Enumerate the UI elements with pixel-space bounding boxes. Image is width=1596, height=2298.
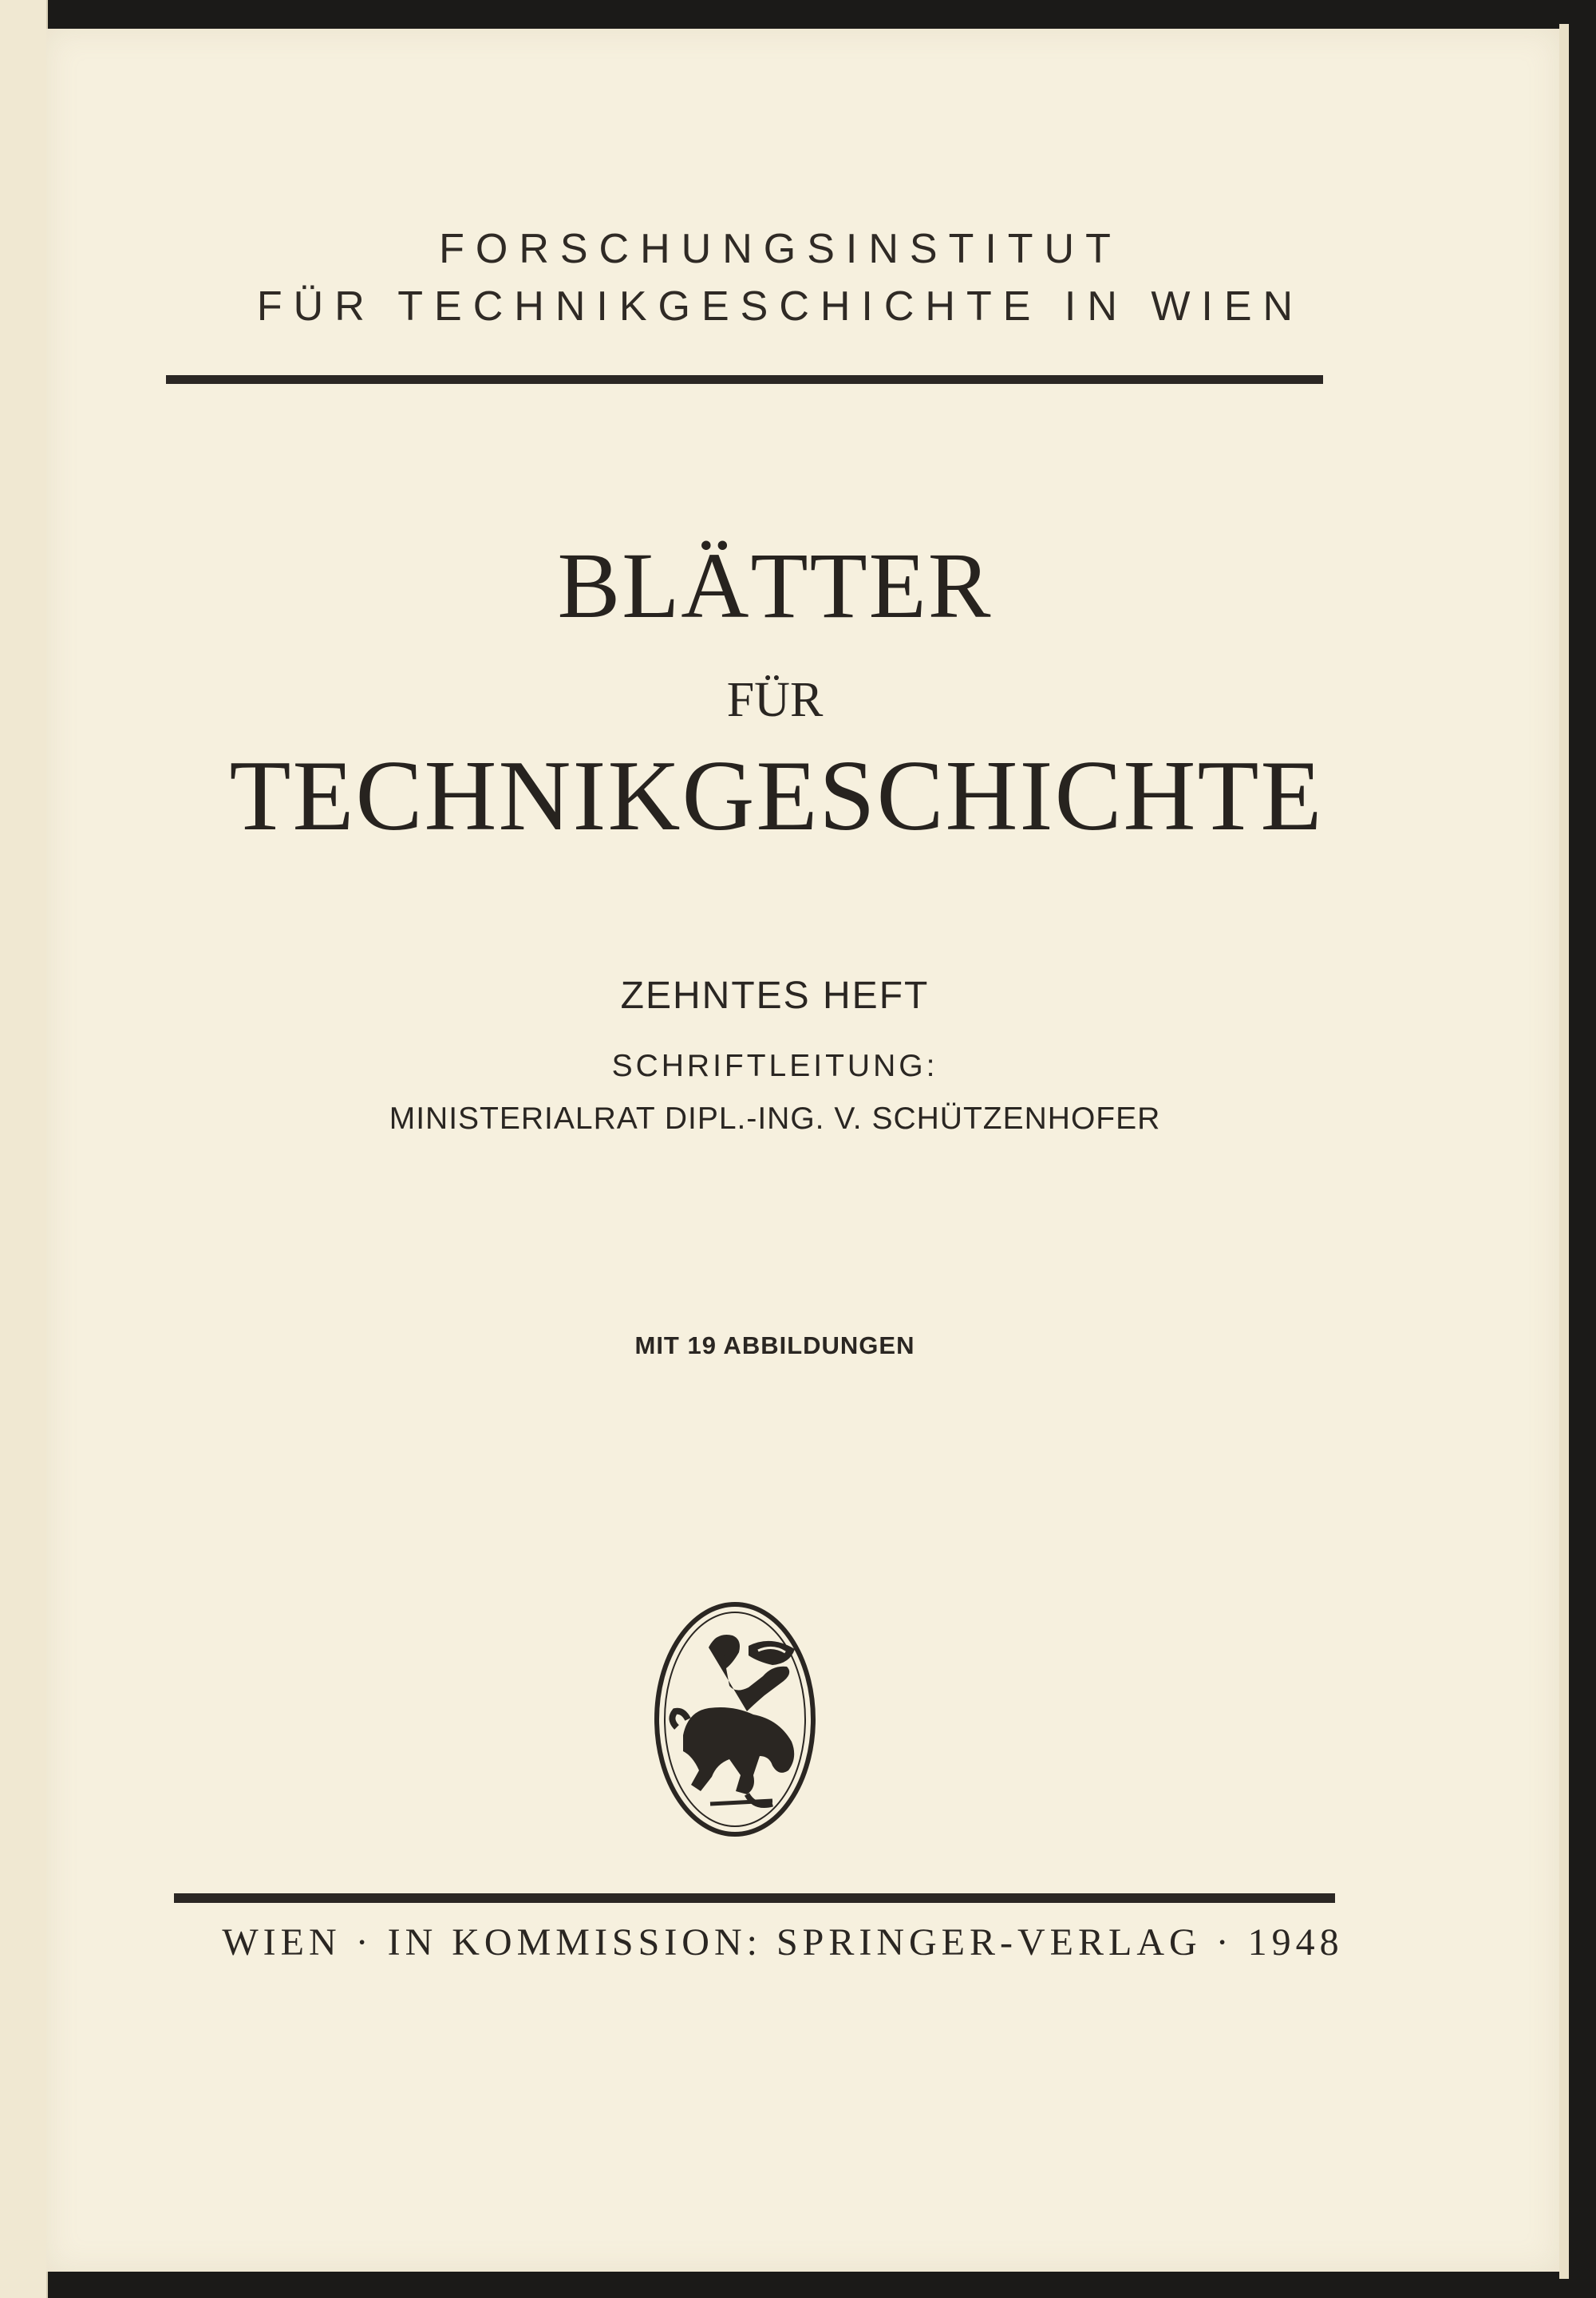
- editor-label: SCHRIFTLEITUNG:: [611, 1049, 938, 1083]
- page-right-edge: [1559, 24, 1569, 2279]
- bottom-rule: [174, 1893, 1335, 1903]
- publisher-imprint: WIEN · IN KOMMISSION: SPRINGER-VERLAG · 1948: [222, 1921, 1344, 1964]
- issue-number: ZEHNTES HEFT: [620, 975, 930, 1017]
- institute-name-line1: FORSCHUNGSINSTITUT: [439, 226, 1122, 272]
- journal-title-line3: TECHNIKGESCHICHTE: [229, 741, 1324, 852]
- scan-left-margin: [0, 0, 48, 2298]
- institute-name-line2: FÜR TECHNIKGESCHICHTE IN WIEN: [256, 283, 1305, 330]
- editor-name: MINISTERIALRAT DIPL.-ING. V. SCHÜTZENHOFER: [389, 1102, 1161, 1136]
- publisher-emblem-icon: [653, 1600, 817, 1839]
- illustrations-note: MIT 19 ABBILDUNGEN: [634, 1331, 915, 1359]
- top-rule: [166, 375, 1323, 384]
- journal-title-line2: FÜR: [726, 673, 824, 727]
- title-page: [46, 29, 1559, 2272]
- journal-title-line1: BLÄTTER: [557, 533, 993, 638]
